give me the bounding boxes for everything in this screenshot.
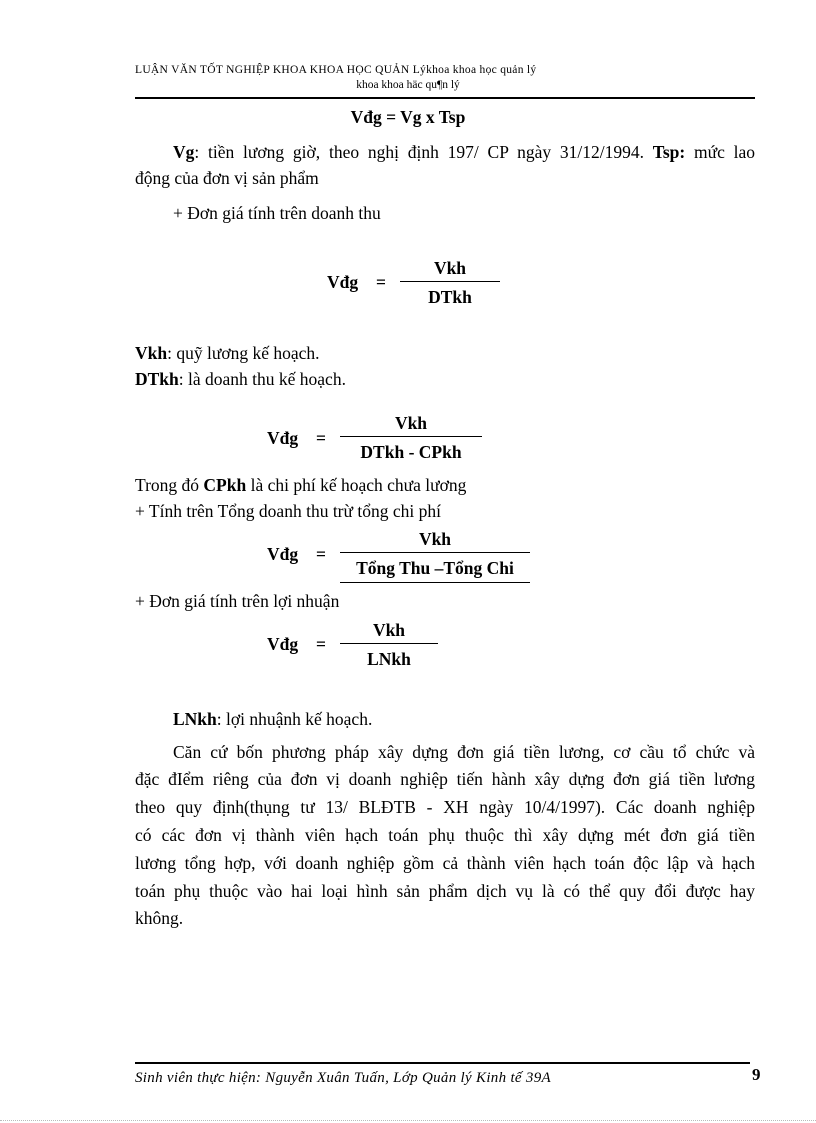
definition-cpkh	[135, 472, 466, 498]
fraction-numerator: Vkh	[372, 620, 406, 640]
bullet-total-revenue-minus-cost: + Tính trên Tổng doanh thu trừ tổng chi phí	[135, 501, 441, 521]
fraction-bar	[340, 552, 530, 553]
fraction-denominator: DTkh - CPkh	[360, 442, 462, 462]
term-vg: Vg	[173, 142, 195, 162]
fraction-numerator: Vkh	[418, 529, 452, 549]
body-line-last: không.	[135, 908, 184, 928]
definition-lnkh	[173, 706, 372, 732]
fraction-bar	[340, 643, 438, 644]
header-rule	[135, 97, 755, 99]
fraction-lhs: Vđg	[267, 544, 299, 564]
running-header-subline: khoa khoa häc qu¶n lý	[356, 79, 460, 91]
term-vkh: Vkh	[135, 343, 168, 363]
page-edge-divider	[0, 1120, 816, 1121]
body-line: đặc đIểm riêng của đơn vị doanh nghiệp tiến hành xây dựng đơn giá tiền lương	[135, 769, 755, 789]
fraction-bar	[340, 436, 482, 437]
footer-author: Sinh viên thực hiện: Nguyễn Xuân Tuấn, Lớp Quản lý Kinh tế 39A	[135, 1070, 551, 1086]
bullet-revenue: + Đơn giá tính trên doanh thu	[173, 203, 381, 223]
fraction-eq: =	[316, 428, 326, 448]
fraction-denominator: DTkh	[428, 287, 472, 307]
term-lnkh: LNkh	[173, 709, 217, 729]
term-dtkh: DTkh	[135, 369, 179, 389]
fraction-eq: =	[376, 272, 386, 292]
footer-rule	[135, 1062, 750, 1064]
running-header: LUẬN VĂN TỐT NGHIỆP KHOA KHOA HỌC QUẢN Lýkhoa khoa học quản lý	[135, 64, 537, 76]
definition-cpkh-pre: Trong đó	[135, 475, 200, 495]
fraction-lhs: Vđg	[327, 272, 359, 292]
fraction-eq: =	[316, 544, 326, 564]
body-line: Căn cứ bốn phương pháp xây dựng đơn giá tiền lương, cơ cầu tổ chức và	[173, 742, 755, 762]
fraction-bar	[400, 281, 500, 282]
paragraph-vg-line1	[135, 139, 755, 165]
fraction-eq: =	[316, 634, 326, 654]
fraction-lhs: Vđg	[267, 634, 299, 654]
fraction-denominator: LNkh	[367, 649, 411, 669]
text-vg: : tiền lương giờ, theo nghị định 197/ CP ngày 31/12/1994.	[194, 142, 644, 162]
bullet-profit: + Đơn giá tính trên lợi nhuận	[135, 591, 340, 611]
body-line: toán phụ thuộc vào hai loại hình sản phẩm dịch vụ là có thể quy đổi được hay	[135, 881, 755, 901]
fraction-denominator: Tổng Thu –Tổng Chi	[356, 558, 514, 578]
fraction-lhs: Vđg	[267, 428, 299, 448]
definition-cpkh-post: là chi phí kế hoạch chưa lương	[250, 475, 467, 495]
body-line: lương tổng hợp, với doanh nghiệp gồm cả thành viên hạch toán độc lập và hạch	[135, 853, 755, 873]
text-tsp: mức lao	[693, 142, 755, 162]
formula-vdg-vg-tsp: Vđg = Vg x Tsp	[350, 107, 466, 127]
definition-vkh-text: : quỹ lương kế hoạch.	[167, 343, 320, 363]
term-cpkh: CPkh	[203, 475, 247, 495]
definition-lnkh-text: : lợi nhuậnh kế hoạch.	[216, 709, 373, 729]
term-tsp: Tsp:	[652, 142, 686, 162]
fraction-underline	[340, 582, 530, 583]
fraction-numerator: Vkh	[433, 258, 467, 278]
fraction-numerator: Vkh	[394, 413, 428, 433]
body-line: có các đơn vị thành viên hạch toán phụ thuộc thì xây dựng mét đơn giá tiền	[135, 825, 755, 845]
body-line: theo quy định(thụng tư 13/ BLĐTB - XH ngày 10/4/1997). Các doanh nghiệp	[135, 797, 755, 817]
page-number: 9	[752, 1065, 761, 1084]
definition-dtkh	[135, 366, 346, 392]
definition-dtkh-text: : là doanh thu kế hoạch.	[178, 369, 346, 389]
paragraph-vg-line2: động của đơn vị sản phẩm	[135, 168, 319, 188]
definition-vkh	[135, 340, 320, 366]
